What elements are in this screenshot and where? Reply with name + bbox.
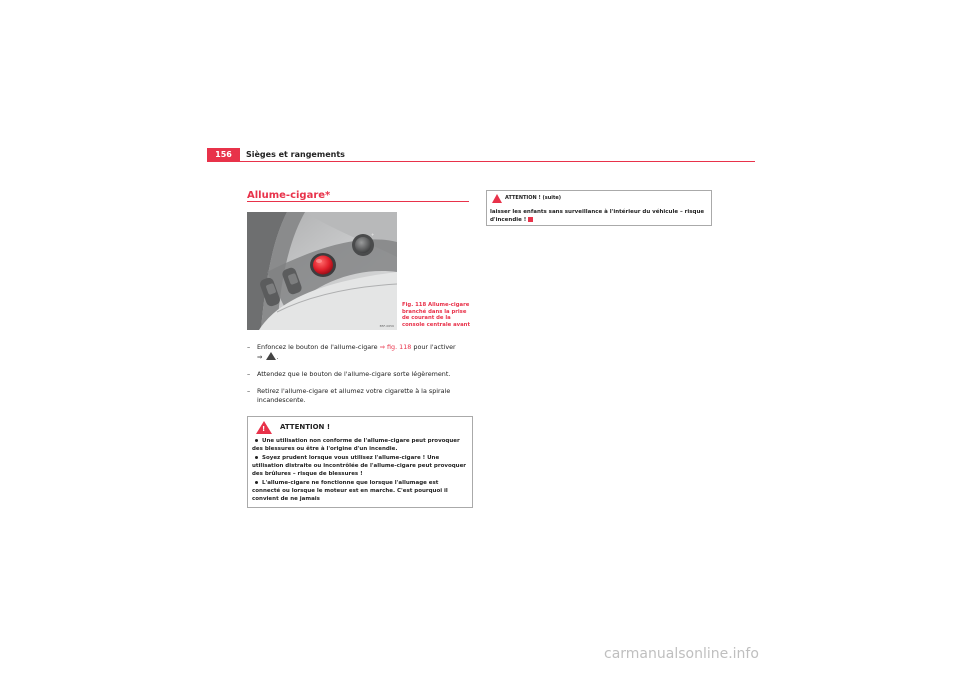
warning-item-text: Soyez prudent lorsque vous utilisez l'allume-cigare ! Une utilisation distraite ou incontrôlée de l'allume-cigare peut provoquer des brûlures – risque de blessures ! bbox=[252, 455, 467, 477]
bullet-icon bbox=[255, 456, 258, 459]
warning-continued-header bbox=[487, 191, 711, 204]
figure-caption: Fig. 118 Allume-cigare branché dans la prise de courant de la console centrale avant bbox=[402, 302, 470, 328]
warning-continued-body bbox=[490, 208, 708, 224]
warning-triangle-icon bbox=[492, 194, 502, 203]
warning-item bbox=[252, 479, 468, 503]
svg-text:+: + bbox=[371, 232, 375, 237]
warning-body bbox=[252, 437, 468, 504]
figure-code: B5F-0656 bbox=[379, 324, 394, 328]
step-dash: – bbox=[247, 343, 251, 351]
bullet-icon bbox=[255, 439, 258, 442]
console-illustration bbox=[247, 212, 397, 330]
exclamation-icon: ! bbox=[262, 425, 266, 433]
warning-triangle-icon[interactable] bbox=[266, 352, 276, 360]
warning-continued-text: laisser les enfants sans surveillance à l'intérieur du véhicule – risque d'incendie ! bbox=[490, 209, 705, 223]
step-dash: – bbox=[247, 370, 251, 378]
warning-continued-title: ATTENTION ! (suite) bbox=[505, 195, 562, 201]
warning-box bbox=[247, 416, 473, 508]
warning-ref-arrow: ⇒ bbox=[257, 353, 265, 361]
running-title: Sièges et rangements bbox=[246, 150, 345, 159]
step-text: Attendez que le bouton de l'allume-cigare sorte légèrement. bbox=[257, 370, 451, 378]
end-of-section-icon bbox=[528, 217, 533, 222]
warning-item-text: Une utilisation non conforme de l'allume-cigare peut provoquer des blessures ou être à l'origine d'un incendie. bbox=[252, 438, 460, 452]
header-divider bbox=[207, 161, 755, 162]
section-title: Allume-cigare* bbox=[247, 190, 331, 201]
step-text: Retirez l'allume-cigare et allumez votre cigarette à la spirale incandescente. bbox=[257, 387, 451, 404]
section-divider bbox=[247, 201, 469, 202]
step-dash: – bbox=[247, 387, 251, 395]
warning-item-text: L'allume-cigare ne fonctionne que lorsque l'allumage est connecté ou lorsque le moteur est en marche. C'est pourquoi il convient de ne jamais bbox=[252, 480, 448, 502]
page-number: 156 bbox=[207, 148, 240, 162]
warning-item bbox=[252, 437, 468, 453]
warning-header bbox=[248, 417, 472, 434]
warning-item bbox=[252, 454, 468, 478]
step-text-end: pour l'activer bbox=[411, 343, 456, 351]
warning-continued-box bbox=[486, 190, 712, 226]
figure-link[interactable]: ⇒ fig. 118 bbox=[379, 343, 412, 351]
step-2 bbox=[247, 370, 471, 379]
bullet-icon bbox=[255, 481, 258, 484]
step-text: Enfoncez le bouton de l'allume-cigare bbox=[257, 343, 380, 351]
watermark: carmanualsonline.info bbox=[604, 646, 759, 662]
step-3 bbox=[247, 387, 471, 405]
instruction-steps bbox=[247, 343, 471, 413]
step-1: – Enfoncez le bouton de l'allume-cigare ⇒ fig. 118 pour l'activer ⇒ . bbox=[247, 343, 456, 361]
warning-title: ATTENTION ! bbox=[280, 423, 331, 431]
figure-cigarette-lighter bbox=[247, 212, 397, 330]
